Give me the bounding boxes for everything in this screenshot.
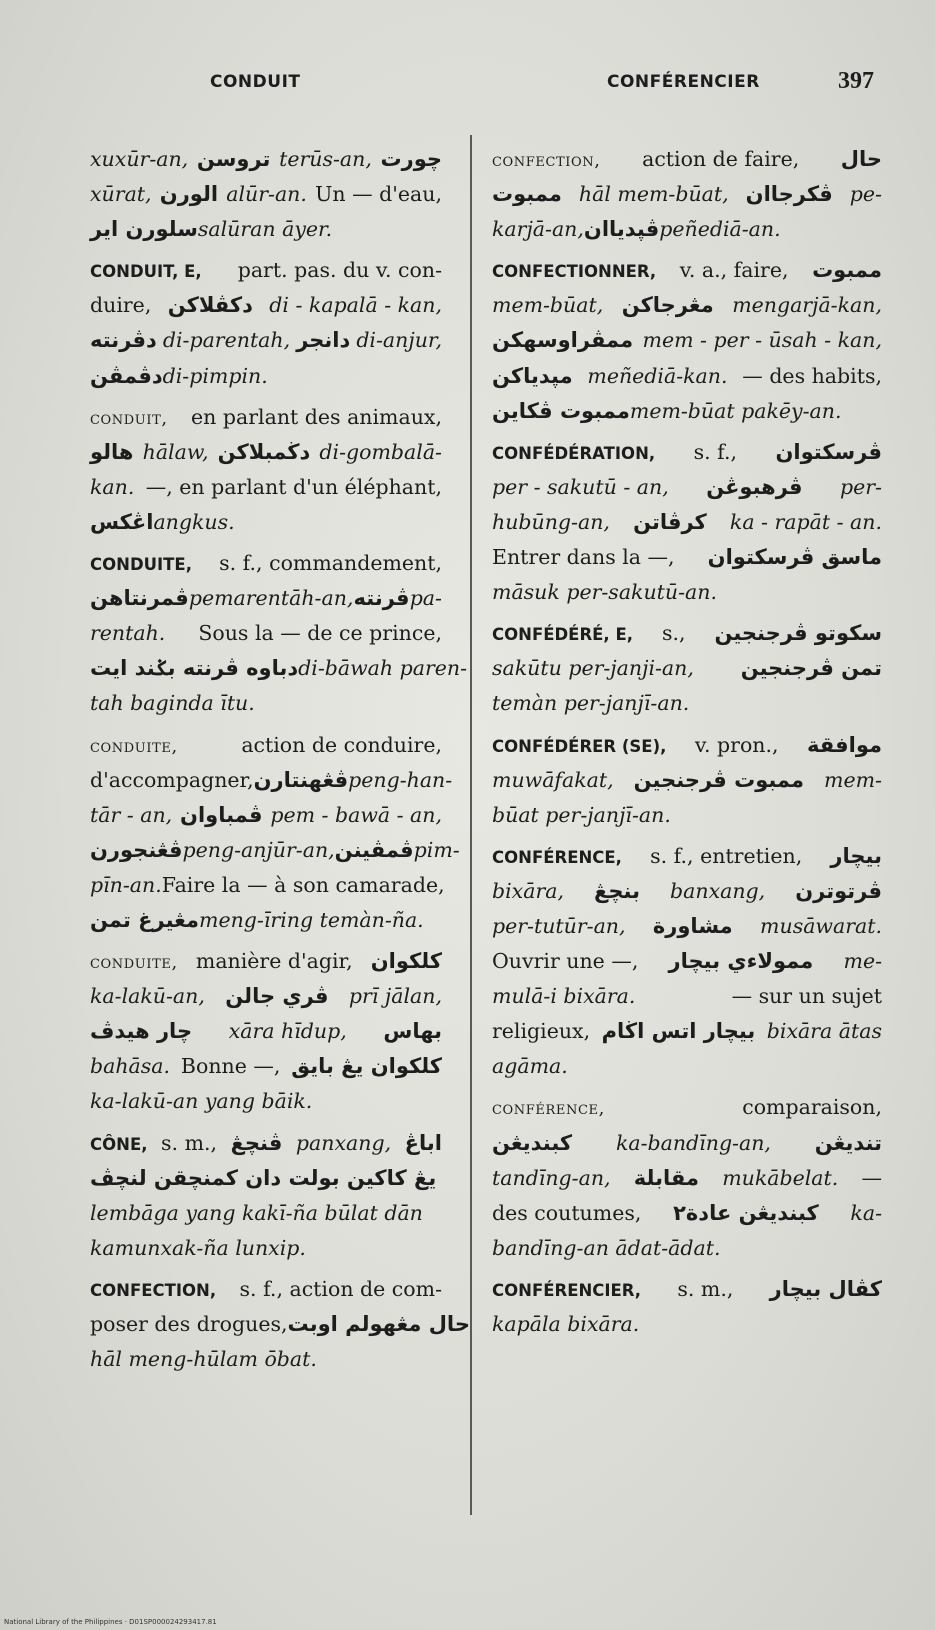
header-left-guideword: CONDUIT [210,72,301,92]
definition-text: comparaison, [742,1095,882,1120]
dictionary-line [90,763,453,798]
dictionary-line [492,394,882,429]
romanization: rentah. [90,621,166,646]
jawi-text: موافقة [807,732,882,757]
column-divider [470,135,472,1515]
dictionary-line [492,435,882,470]
headword: CONFECTIONNER, [492,262,657,282]
jawi-text: حال [840,147,882,171]
romanization: terūs-an, [279,147,372,171]
romanization: xuxūr-an, [90,147,189,171]
jawi-text: ممبوت [812,258,882,283]
jawi-text: ڤڠهنتارن [253,767,349,792]
dictionary-line [492,616,882,651]
romanization: panxang, [295,1130,392,1155]
dictionary-line [90,288,442,323]
jawi-text: ڤكرجاان [745,182,833,207]
romanization: hālaw, [142,439,209,464]
definition-text: s. f., action de com- [239,1276,442,1301]
romanization: hāl meng-hūlam ōbat. [90,1347,317,1372]
dictionary-line [90,616,442,651]
jawi-text: ممبوت [492,182,562,207]
dictionary-line [492,540,882,575]
dictionary-line [492,1126,882,1161]
dictionary-line [90,212,442,247]
jawi-text: سلورن اير [90,217,198,242]
romanization: muwāfakat, [492,767,614,792]
sub-headword: confection, [492,150,601,171]
romanization: xūrat, [90,182,152,207]
jawi-text: بنچڠ [594,878,640,903]
jawi-text: ترو‌سن [196,147,271,171]
jawi-text: كرڤاتن [633,509,707,534]
dictionary-line [90,728,442,763]
definition-text: religieux, [492,1019,591,1044]
definition-text: des coutumes, [492,1200,642,1225]
running-header [0,68,935,102]
jawi-text: كبنديڠن عادة٢ [673,1200,819,1225]
headword: CONFÉRENCIER, [492,1280,642,1300]
romanization: ka-lakū-an, [90,984,205,1009]
jawi-text: ڤرنته [353,586,410,611]
page-number: 397 [838,68,874,94]
dictionary-line [90,400,442,435]
dictionary-line [492,763,882,798]
dictionary-line [90,944,442,979]
romanization: hubūng-an, [492,509,610,534]
romanization: di-gombalā- [319,439,442,464]
definition-text: d'accompagner, [90,767,254,792]
jawi-text: ڤڠنجورن [90,837,183,862]
headword: CONFÉDÉRATION, [492,443,656,463]
jawi-text: دڤرنته [90,328,157,353]
romanization: pemarentāh-an, [188,586,354,611]
headword: CONDUIT, E, [90,262,202,282]
romanization: mengarjā-kan, [732,293,882,318]
jawi-text: ڤمباوان [180,802,263,827]
definition-text: duire, [90,293,152,318]
jawi-text: دڤمڤن [90,363,163,388]
definition-text: s. f., [693,439,738,464]
jawi-text: بيچار [830,843,882,868]
dictionary-line [90,1014,442,1049]
jawi-text: مڽدياكن [492,363,573,388]
jawi-text: مقابلة [633,1165,699,1190]
definition-text: s. f., entretien, [650,843,803,868]
romanization: ka- [850,1200,882,1225]
jawi-text: ڤنچڠ [230,1130,283,1155]
dictionary-line [90,435,442,470]
romanization: būat per-janjī-an. [492,802,671,827]
dictionary-line [492,1196,882,1231]
romanization: di - kapalā - kan, [269,293,442,318]
definition-text: part. pas. du v. con- [237,258,442,283]
dictionary-line [492,1231,882,1266]
dictionary-line [492,359,882,394]
jawi-text: ممبوت ڤرجنجين [633,767,805,792]
romanization: musāwarat. [760,913,882,938]
romanization: di-anjur, [356,328,442,353]
dictionary-line [492,1272,882,1307]
dictionary-line [90,868,445,903]
jawi-text: كڤال بيچار [769,1276,882,1301]
romanization: pim- [413,837,460,862]
romanization: peñediā-an. [659,217,781,242]
dictionary-line [90,979,442,1014]
sub-headword: conduite, [90,952,178,974]
dictionary-line [492,1049,882,1084]
sub-headword: conduit, [90,407,168,429]
definition-text: Faire la — à son camarade, [161,872,445,897]
jawi-text: بهاس [383,1019,442,1044]
romanization: ka-lakū-an yang bāik. [90,1089,313,1114]
romanization: pa- [409,586,442,611]
romanization: mulā-i bixāra. [492,984,636,1009]
jawi-text: كلكوان [370,949,442,974]
dictionary-line [90,1084,442,1119]
headword: CÔNE, [90,1134,148,1154]
jawi-text: چورت [380,147,442,171]
sub-headword: conférence, [492,1098,605,1120]
romanization: mem-būat, [492,293,604,318]
definition-text: poser des drogues, [90,1312,288,1336]
definition-text: Ouvrir une —, [492,949,639,974]
dictionary-line [492,470,882,505]
jawi-text: ڤرسكتوان [775,439,882,464]
romanization: pe- [849,182,882,207]
romanization: tār - an, [90,802,173,827]
romanization: di-parentah, [162,328,291,353]
dictionary-line [492,798,882,833]
romanization: me- [843,949,882,974]
dictionary-line [90,651,468,686]
romanization: di-pimpin. [162,363,268,388]
romanization: meñediā-kan. [587,363,728,388]
jawi-text: بيچار اتس اڬام [601,1019,756,1044]
sub-headword: conduite, [90,735,178,757]
dictionary-line [492,686,882,721]
jawi-text: دڬمبلاكن [217,439,311,464]
definition-text: — des habits, [742,363,882,388]
dictionary-line [90,1231,442,1266]
dictionary-line [492,323,882,358]
dictionary-line [492,944,882,979]
dictionary-line [90,142,442,177]
jawi-text: مشاورة [652,913,733,938]
dictionary-line [492,651,882,686]
jawi-text: چار هيدڤ [90,1019,193,1044]
dictionary-line [90,798,442,833]
dictionary-line [492,1014,882,1049]
jawi-text: ممبوت ڤكاين [492,398,630,423]
definition-text: en parlant des animaux, [191,404,442,429]
dictionary-line [492,979,882,1014]
dictionary-line [90,833,460,868]
romanization: agāma. [492,1054,568,1079]
dictionary-line [90,323,442,358]
dictionary-line [492,909,882,944]
romanization: mem- [824,767,882,792]
romanization: di-bāwah paren- [298,656,468,681]
romanization: māsuk per-sakutū-an. [492,580,717,605]
romanization: alūr-an. [226,182,307,207]
dictionary-line [90,505,442,540]
romanization: kan. [90,474,135,499]
dictionary-line [90,359,442,394]
romanization: prī jālan, [348,984,442,1009]
romanization: bandīng-an ādat-ādat. [492,1235,721,1260]
scan-footer: National Library of the Philippines · D01SP000024293417.81 [4,1618,217,1626]
romanization: karjā-an, [492,217,584,242]
romanization: tandīng-an, [492,1165,611,1190]
jawi-text: يڠ كاكين بولت دان كمنچقن لنچڤ [90,1165,437,1190]
dictionary-line [90,470,442,505]
jawi-text: اباڠ [404,1130,442,1155]
definition-text: s. f., commandement, [219,551,442,576]
jawi-text: ممولاءي بيچار [668,949,814,974]
jawi-text: دباوه ڤرنته بݢند ايت [90,656,299,681]
right-column [492,142,882,1342]
dictionary-line [492,142,882,177]
romanization: angkus. [153,509,235,534]
dictionary-line [90,1049,442,1084]
romanization: lembāga yang kakī-ña būlat dān [90,1200,423,1225]
romanization: peng-anjūr-an, [182,837,335,862]
romanization: meng-īring temàn-ña. [199,907,424,932]
dictionary-line [492,505,882,540]
dictionary-line [492,1090,882,1125]
definition-text: s. m., [677,1276,734,1301]
dictionary-line [90,1342,442,1377]
definition-text: action de conduire, [241,732,442,757]
jawi-text: كلكوان يڠ بايق [291,1054,442,1079]
jawi-text: ڤمرنتاهن [90,586,189,611]
romanization: bixāra, [492,878,565,903]
romanization: xāra hīdup, [228,1019,347,1044]
header-right-guideword: CONFÉRENCIER [607,72,760,92]
dictionary-line [492,1307,882,1342]
jawi-text: كبنديڠن [492,1130,573,1155]
romanization: mem-būat pakēy-an. [629,398,842,423]
definition-text: action de faire, [642,147,800,171]
dictionary-line [90,1161,442,1196]
dictionary-line [90,1307,470,1342]
romanization: temàn per-janjī-an. [492,691,690,716]
dictionary-line [492,839,882,874]
dictionary-line [492,253,882,288]
romanization: salūran āyer. [197,217,333,242]
jawi-text: اڠكس [90,509,154,534]
definition-text: Un — d'eau, [315,182,442,207]
jawi-text: ڤري جالن [225,984,329,1009]
dictionary-line [492,575,882,610]
romanization: bahāsa. [90,1054,171,1079]
dictionary-line [90,1126,442,1161]
romanization: peng-han- [348,767,453,792]
romanization: hāl mem-būat, [578,182,729,207]
headword: CONFÉRENCE, [492,847,622,867]
romanization: ka - rapāt - an. [729,509,882,534]
definition-text: s., [661,621,686,646]
dictionary-line [90,1196,442,1231]
dictionary-line [492,177,882,212]
jawi-text: ماسق ڤرسكتوان [707,545,882,570]
definition-text: s. m., [161,1130,218,1155]
romanization: mem - per - ūsah - kan, [642,328,882,353]
romanization: kamunxak-ña lunxip. [90,1235,306,1260]
jawi-text: سكوتو ڤرجنجين [714,621,882,646]
definition-text: — [861,1165,882,1190]
definition-text: v. pron., [694,732,779,757]
romanization: tah baginda ītu. [90,691,255,716]
dictionary-line [492,212,882,247]
jawi-text: ممڤراوسهكن [492,328,634,353]
dictionary-line [90,686,442,721]
jawi-text: ڤرهبوڠن [706,474,803,499]
romanization: per-tutūr-an, [492,913,626,938]
headword: CONFÉDÉRER (SE), [492,736,667,756]
jawi-text: دكڤلاكن [167,293,253,318]
jawi-text: حال مڠهولم اوبت [287,1312,470,1336]
dictionary-line [492,874,882,909]
jawi-text: ڤمڤينن [334,837,414,862]
jawi-text: ڤرتوترن [795,878,882,903]
jawi-text: مڠيرغ تمن [90,907,200,932]
romanization: sakūtu per-janji-an, [492,656,694,681]
definition-text: —, en parlant d'un éléphant, [145,474,442,499]
romanization: ka-bandīng-an, [615,1130,771,1155]
dictionary-line [90,903,442,938]
definition-text: Bonne —, [180,1054,281,1079]
romanization: bixāra ātas [766,1019,882,1044]
definition-text: Entrer dans la —, [492,545,675,570]
romanization: per - sakutū - an, [492,474,669,499]
definition-text: Sous la — de ce prince, [198,621,442,646]
definition-text: manière d'agir, [195,949,353,974]
definition-text: v. a., faire, [679,258,789,283]
dictionary-line [90,581,442,616]
jawi-text: دانجر [296,328,351,353]
dictionary-line [492,728,882,763]
romanization: per- [840,474,882,499]
jawi-text: هالو [90,439,134,464]
romanization: pīn-an. [90,872,162,897]
romanization: mukābelat. [722,1165,839,1190]
dictionary-line [90,1272,442,1307]
definition-text: — sur un sujet [731,984,882,1009]
dictionary-line [492,288,882,323]
jawi-text: الورن [159,182,219,207]
romanization: pem - bawā - an, [270,802,442,827]
romanization: kapāla bixāra. [492,1312,640,1336]
dictionary-line [492,1161,882,1196]
headword: CONFECTION, [90,1280,217,1300]
headword: CONDUITE, [90,555,192,575]
dictionary-line [90,177,442,212]
jawi-text: تمن ڤرجنجين [740,656,882,681]
jawi-text: ڤڽدياان [583,217,660,242]
left-column [90,142,470,1377]
headword: CONFÉDÉRÉ, E, [492,625,633,645]
jawi-text: تنديڠن [814,1130,882,1155]
romanization: banxang, [670,878,766,903]
jawi-text: مڠرجاكن [621,293,714,318]
dictionary-line [90,546,442,581]
dictionary-line [90,253,442,288]
